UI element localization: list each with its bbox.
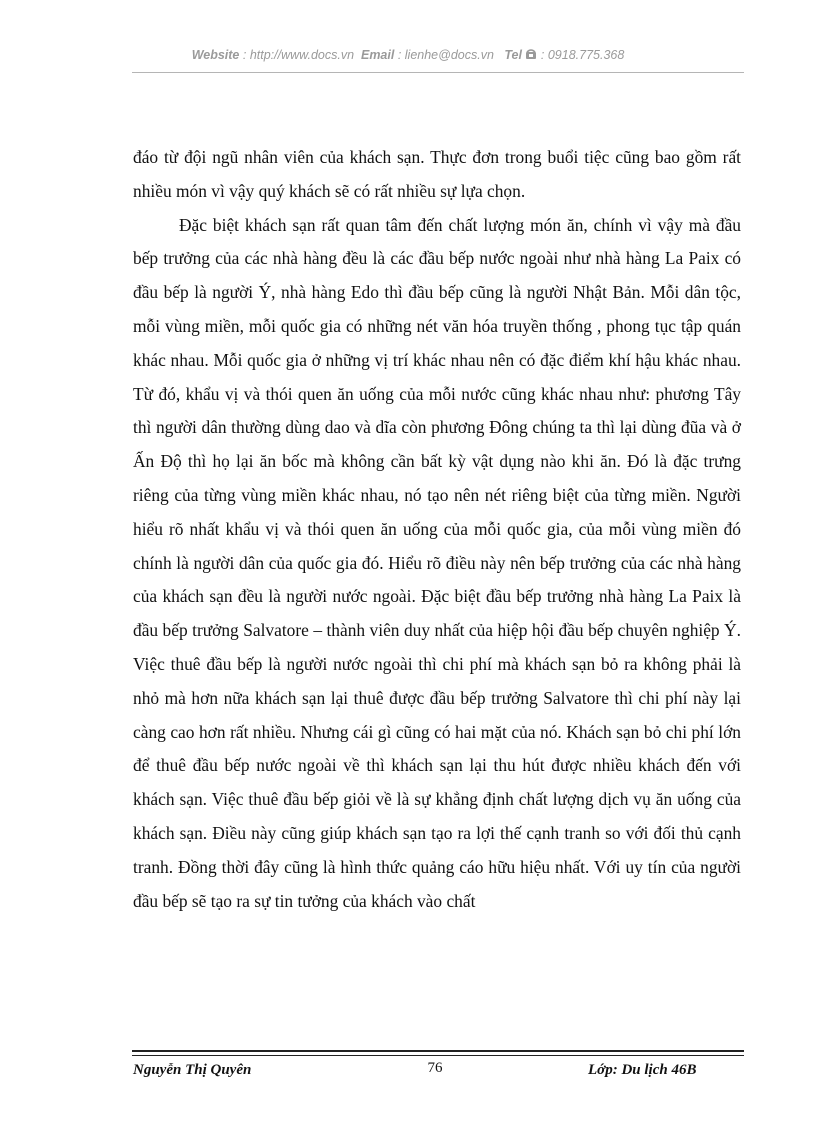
header-divider (132, 72, 744, 73)
page-number: 76 (427, 1060, 443, 1076)
paragraph-1: đáo từ đội ngũ nhân viên của khách sạn. Thực đơn trong buổi tiệc cũng bao gồm rất nhiều món vì vậy quý khách sẽ có rất nhiều sự lựa chọn. (133, 147, 741, 201)
website-separator: : (239, 48, 250, 62)
paragraph-2: Đặc biệt khách sạn rất quan tâm đến chất lượng món ăn, chính vì vậy mà đầu bếp trưởng của các nhà hàng đều là các đầu bếp nước ngoài như nhà hàng La Paix có đầu bếp là người Ý, nhà hàng Edo thì đầu bếp cũng là người Nhật Bản. Mỗi dân tộc, mỗi vùng miền, mỗi quốc gia có những nét văn hóa truyền thống , phong tục tập quán khác nhau. Mỗi quốc gia ở những vị trí khác nhau nên có đặc điểm khí hậu khác nhau. Từ đó, khẩu vị và thói quen ăn uống của mỗi nước cũng khác nhau như: phương Tây thì người dân thường dùng dao và dĩa còn phương Đông chúng ta thì lại dùng đũa và ở Ấn Độ thì họ lại ăn bốc mà không cần bất kỳ vật dụng nào khi ăn. Đó là đặc trưng riêng của từng vùng miền khác nhau, nó tạo nên nét riêng biệt của từng miền. Người hiểu rõ nhất khẩu vị và thói quen ăn uống của mỗi quốc gia, của mỗi vùng miền đó chính là người dân của quốc gia đó. Hiểu rõ điều này nên bếp trưởng của các nhà hàng của khách sạn đều là người nước ngoài. Đặc biệt đầu bếp trưởng nhà hàng La Paix là đầu bếp trưởng Salvatore – thành viên duy nhất của hiệp hội đầu bếp chuyên nghiệp Ý. Việc thuê đầu bếp là người nước ngoài thì chi phí mà khách sạn bỏ ra không phải là nhỏ mà hơn nữa khách sạn lại thuê được đầu bếp trưởng Salvatore thì chi phí này lại càng cao hơn rất nhiều. Nhưng cái gì cũng có hai mặt của nó. Khách sạn bỏ chi phí lớn để thuê đầu bếp nước ngoài về thì khách sạn lại thu hút được nhiều khách đến với khách sạn. Việc thuê đầu bếp giỏi về là sự khẳng định chất lượng dịch vụ ăn uống của khách sạn. Điều này cũng giúp khách sạn tạo ra lợi thế cạnh tranh so với đối thủ cạnh tranh. Đồng thời đây cũng là hình thức quảng cáo hữu hiệu nhất. Với uy tín của người đầu bếp sẽ tạo ra sự tin tưởng của khách vào chất (133, 214, 741, 911)
email-address[interactable]: lienhe@docs.vn (404, 48, 494, 62)
footer-divider-thick (132, 1050, 744, 1052)
tel-label: Tel (504, 48, 522, 62)
tel-number: : 0918.775.368 (537, 48, 625, 62)
email-label: Email (360, 48, 395, 62)
page-header (0, 48, 816, 62)
email-separator: : (394, 48, 405, 62)
phone-icon (525, 48, 537, 62)
footer-divider-thin (132, 1055, 744, 1056)
body-text (133, 141, 741, 918)
footer-class: Lớp: Du lịch 46B (588, 1062, 697, 1078)
website-url[interactable]: http://www.docs.vn (249, 48, 355, 62)
website-label: Website (191, 48, 240, 62)
footer-author: Nguyễn Thị Quyên (133, 1062, 252, 1078)
